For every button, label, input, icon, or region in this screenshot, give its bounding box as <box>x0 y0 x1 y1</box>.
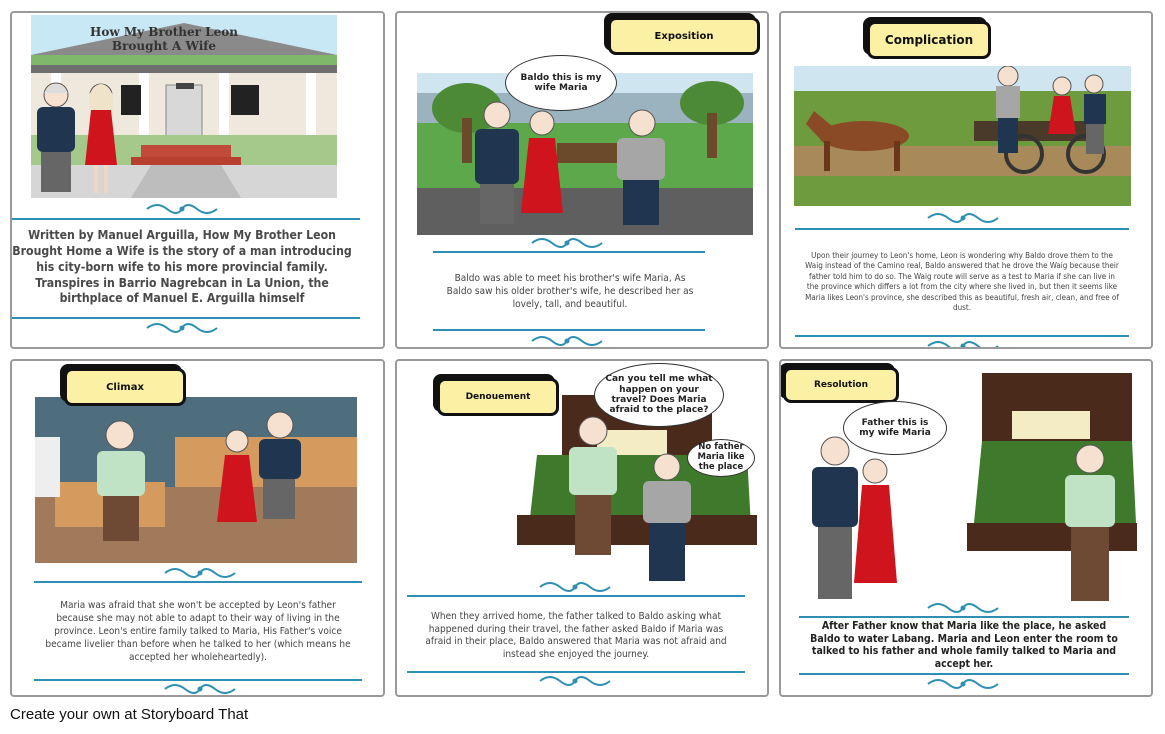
speech-bubble-father: Can you tell me what happen on your travel? Does Maria afraid to the place? <box>594 363 724 427</box>
ornament-divider-top <box>160 566 240 580</box>
panel-2-caption: Baldo was able to meet his brother's wife Maria, As Baldo saw his older brother's wife, he described her as lovely, tall, and beautiful. <box>446 273 694 310</box>
living-room-scene <box>35 397 357 563</box>
ornament-divider-top <box>527 236 607 250</box>
divider-line <box>12 317 360 319</box>
speech-bubble: Baldo this is my wife Maria <box>505 55 617 111</box>
panel-3-caption: Upon their journey to Leon's home, Leon is wondering why Baldo drove them to the Waig instead of the Camino real, Baldo answered that he drove the Waig because their father told him to do so. The Waig route will serve as a test to Maria if she can live in the province which differs a lot from the city where she lived in, but then it seems like Maria likes Leon's province, she described this as beautiful, fresh air, clean, and free of dust. <box>805 251 1119 312</box>
divider-line <box>795 335 1129 337</box>
panel-5 <box>395 359 769 697</box>
divider-line <box>407 595 745 597</box>
ornament-divider-bottom <box>923 677 1003 691</box>
ornament-divider-bottom <box>142 321 222 335</box>
panel-3 <box>779 11 1153 349</box>
divider-line <box>34 679 362 681</box>
divider-line <box>799 673 1129 675</box>
tag-exposition: Exposition <box>608 17 760 55</box>
panel-5-caption: When they arrived home, the father talked to Baldo asking what happened during their travel, the father asked Baldo if Maria was afraid in their place, Baldo answered that Maria was not afraid and instead she enjoyed the journey. <box>425 611 727 660</box>
divider-line <box>799 616 1129 618</box>
story-title: How My Brother Leon Brought A Wife <box>90 25 238 54</box>
tag-denouement: Denouement <box>437 378 559 416</box>
speech-bubble-baldo: No father Maria like the place <box>687 439 755 477</box>
divider-line <box>795 228 1129 230</box>
ornament-divider-bottom <box>527 334 607 348</box>
footer-link[interactable]: Create your own at Storyboard That <box>10 706 249 723</box>
divider-line <box>34 581 362 583</box>
cart-scene <box>794 66 1131 206</box>
speech-bubble: Father this is my wife Maria <box>843 401 947 455</box>
divider-line <box>407 671 745 673</box>
panel-2 <box>395 11 769 349</box>
panel-1 <box>10 11 385 349</box>
divider-line <box>12 218 360 220</box>
ornament-divider-bottom <box>160 682 240 696</box>
ornament-divider-bottom <box>535 674 615 688</box>
panel-6-caption: After Father know that Maria like the place, he asked Baldo to water Labang. Maria and Leon enter the room to talked to his father and whole family talked to Maria and accept her. <box>810 620 1118 670</box>
divider-line <box>433 251 705 253</box>
panel-6 <box>779 359 1153 697</box>
ornament-divider-top <box>535 580 615 594</box>
ornament-divider-top <box>142 202 222 216</box>
ornament-divider-bottom <box>923 339 1003 349</box>
panel-1-caption: Written by Manuel Arguilla, How My Brother Leon Brought Home a Wife is the story of a man introducing his city-born wife to his more provincial family. Transpires in Barrio Nagrebcan in La Union, the birthplace of Manuel E. Arguilla himself <box>12 228 352 306</box>
tag-complication: Complication <box>867 21 991 59</box>
tag-resolution: Resolution <box>783 367 899 403</box>
ornament-divider-top <box>923 211 1003 225</box>
tag-climax: Climax <box>64 368 186 406</box>
panel-4-caption: Maria was afraid that she won't be accepted by Leon's father because she may not able to adapt to their way of living in the province. Leon's entire family talked to Maria, His Father's voice became livelier than before when he talked to her (which means he accepted her wholeheartedly). <box>45 600 351 663</box>
panel-4 <box>10 359 385 697</box>
divider-line <box>433 329 705 331</box>
ornament-divider-top <box>923 601 1003 615</box>
